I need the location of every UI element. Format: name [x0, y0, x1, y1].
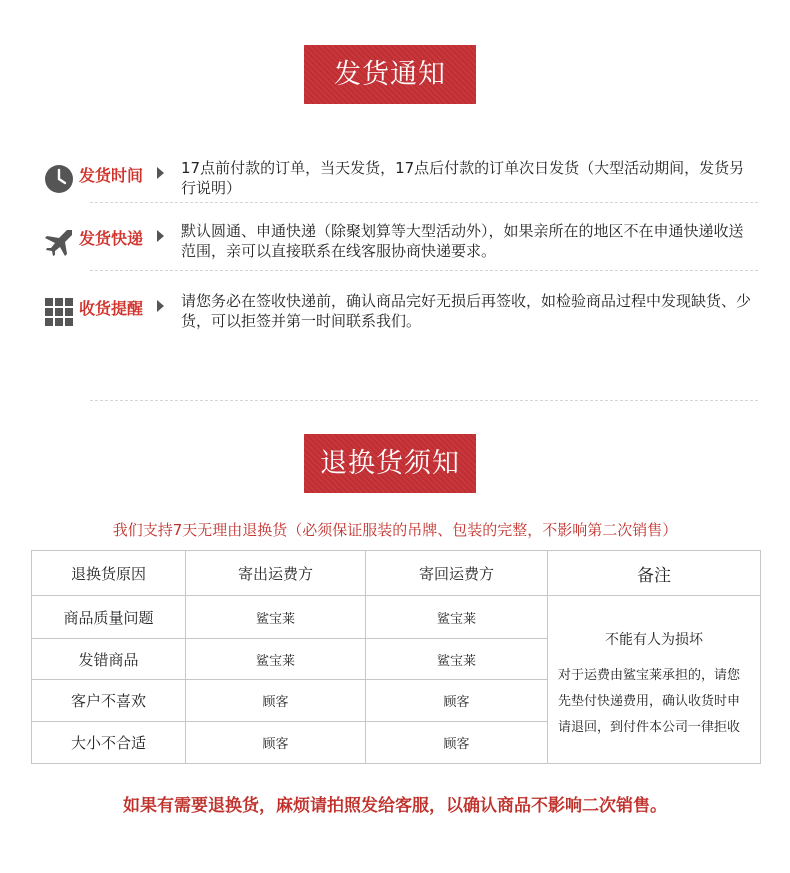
- return-fee-cell: 顾客: [366, 680, 548, 722]
- divider: [90, 270, 758, 271]
- footer-note: 如果有需要退换货，麻烦请拍照发给客服，以确认商品不影响二次销售。: [123, 796, 667, 816]
- chevron-right-icon: [157, 230, 164, 242]
- reason-cell: 客户不喜欢: [32, 680, 186, 722]
- return-fee-cell: 鲨宝莱: [366, 596, 548, 639]
- reason-cell: 发错商品: [32, 639, 186, 680]
- returns-table: [31, 550, 761, 764]
- notice-label: 发货快递: [79, 229, 144, 248]
- return-fee-cell: 顾客: [366, 722, 548, 764]
- notice-text: 17点前付款的订单，当天发货，17点后付款的订单次日发货（大型活动期间，发货另行说明）: [181, 159, 745, 197]
- table-row: [32, 596, 761, 639]
- remark-title: 不能有人为损坏: [605, 631, 703, 648]
- grid-icon: [44, 297, 74, 327]
- returns-notice-banner: 退换货须知: [304, 434, 476, 493]
- section-divider: [90, 400, 758, 401]
- return-fee-cell: 鲨宝莱: [366, 639, 548, 680]
- chevron-right-icon: [157, 300, 164, 312]
- send-fee-cell: 鲨宝莱: [186, 639, 366, 680]
- header-return-fee: 寄回运费方: [366, 551, 548, 596]
- notice-label: 收货提醒: [79, 299, 144, 318]
- return-policy-text: 我们支持7天无理由退换货（必须保证服装的吊牌、包装的完整，不影响第二次销售）: [112, 521, 678, 539]
- shipping-notice-banner: 发货通知: [304, 45, 476, 104]
- notice-text: 默认圆通、申通快递（除聚划算等大型活动外），如果亲所在的地区不在申通快递收送范围，亲可以直接联系在线客服协商快递要求。: [181, 222, 744, 260]
- send-fee-cell: 顾客: [186, 722, 366, 764]
- clock-icon: [44, 164, 74, 194]
- divider: [90, 202, 758, 203]
- notice-text: 请您务必在签收快递前，确认商品完好无损后再签收，如检验商品过程中发现缺货、少货，可以拒签并第一时间联系我们。: [181, 292, 752, 330]
- header-remark: 备注: [548, 551, 761, 596]
- remark-cell: [548, 596, 761, 764]
- table-header-row: [32, 551, 761, 596]
- send-fee-cell: 顾客: [186, 680, 366, 722]
- header-send-fee: 寄出运费方: [186, 551, 366, 596]
- chevron-right-icon: [157, 167, 164, 179]
- remark-body: 对于运费由鲨宝莱承担的，请您先垫付快递费用，确认收货时申请退回，到付件本公司一律拒收: [558, 667, 741, 735]
- airplane-icon: [44, 227, 74, 257]
- notice-label: 发货时间: [79, 166, 144, 185]
- header-reason: 退换货原因: [32, 551, 186, 596]
- send-fee-cell: 鲨宝莱: [186, 596, 366, 639]
- reason-cell: 大小不合适: [32, 722, 186, 764]
- reason-cell: 商品质量问题: [32, 596, 186, 639]
